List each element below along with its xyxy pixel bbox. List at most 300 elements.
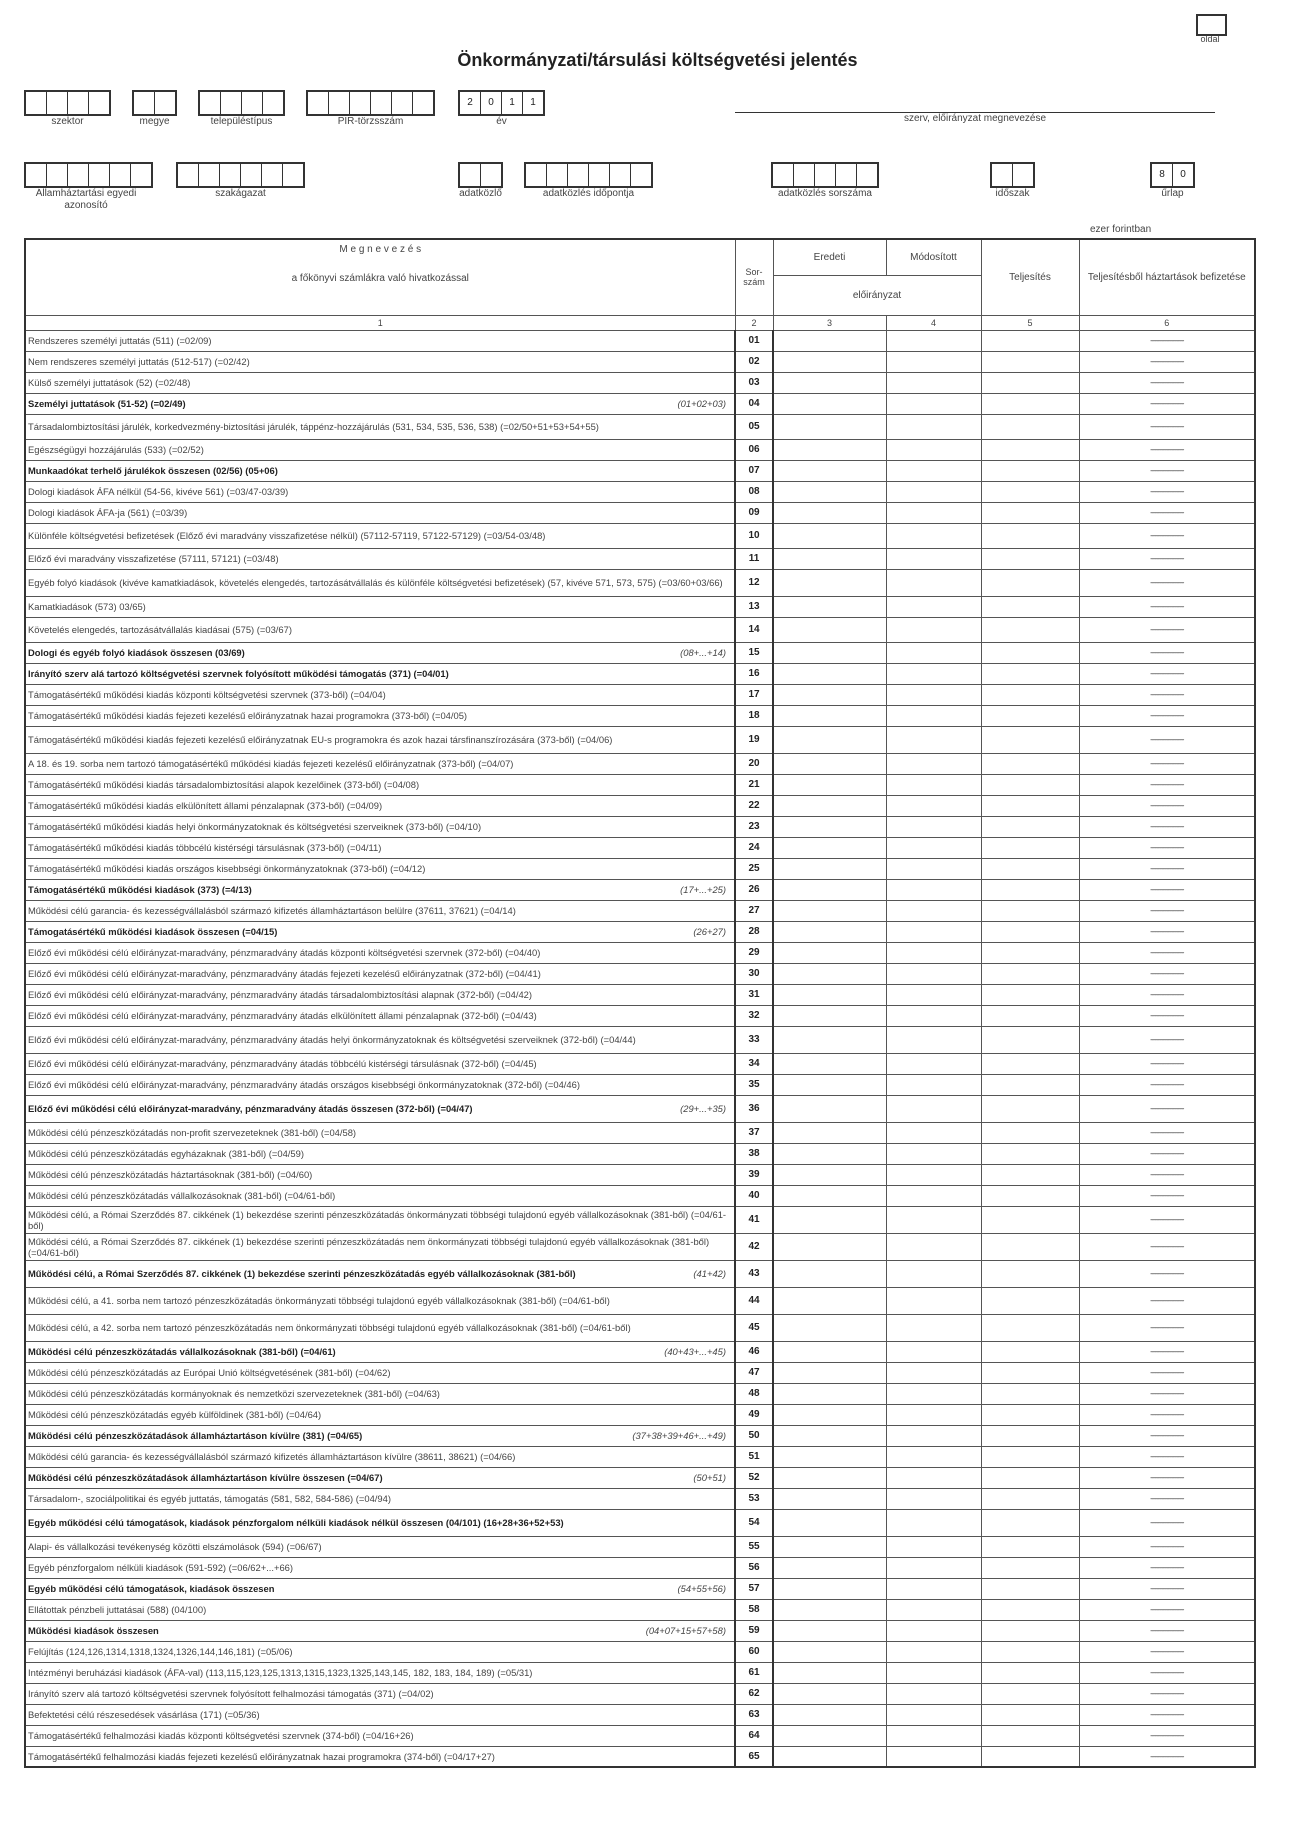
modositott-input[interactable] <box>886 1314 981 1341</box>
teljesites-input[interactable] <box>981 663 1079 684</box>
box-cell[interactable] <box>47 164 68 186</box>
teljesites-input[interactable] <box>981 414 1079 439</box>
eredeti-input[interactable] <box>773 1005 886 1026</box>
teljesites-input[interactable] <box>981 837 1079 858</box>
box-cell[interactable] <box>47 92 68 114</box>
box-cell[interactable] <box>110 164 131 186</box>
teljesites-input[interactable] <box>981 984 1079 1005</box>
box-cell[interactable] <box>68 92 89 114</box>
box-cell[interactable] <box>413 92 433 114</box>
box-cell[interactable] <box>794 164 815 186</box>
teljesites-input[interactable] <box>981 1074 1079 1095</box>
eredeti-input[interactable] <box>773 596 886 617</box>
modositott-input[interactable] <box>886 879 981 900</box>
box-cell[interactable]: 1 <box>530 97 536 108</box>
box-cell[interactable] <box>568 164 589 186</box>
box-cell[interactable] <box>241 164 262 186</box>
modositott-input[interactable] <box>886 1164 981 1185</box>
teljesites-input[interactable] <box>981 921 1079 942</box>
modositott-input[interactable] <box>886 1026 981 1053</box>
modositott-input[interactable] <box>886 523 981 548</box>
teljesites-input[interactable] <box>981 774 1079 795</box>
teljesites-input[interactable] <box>981 1683 1079 1704</box>
teljesites-input[interactable] <box>981 753 1079 774</box>
modositott-input[interactable] <box>886 596 981 617</box>
eredeti-input[interactable] <box>773 414 886 439</box>
teljesites-input[interactable] <box>981 1425 1079 1446</box>
box-cell[interactable] <box>547 164 568 186</box>
allamhaztartasi-azonosito-field[interactable] <box>24 162 153 212</box>
teljesites-input[interactable] <box>981 1005 1079 1026</box>
haztartasok-dash: -------------------- <box>1079 1446 1255 1467</box>
teljesites-input[interactable] <box>981 1260 1079 1287</box>
teljesites-input[interactable] <box>981 900 1079 921</box>
eredeti-input[interactable] <box>773 1557 886 1578</box>
ev-field[interactable] <box>458 90 545 128</box>
box-group[interactable] <box>1150 162 1195 188</box>
modositott-input[interactable] <box>886 858 981 879</box>
eredeti-input[interactable] <box>773 460 886 481</box>
modositott-input[interactable] <box>886 1620 981 1641</box>
teljesites-input[interactable] <box>981 351 1079 372</box>
table-row <box>25 1404 1255 1425</box>
eredeti-input[interactable] <box>773 1122 886 1143</box>
modositott-input[interactable] <box>886 1488 981 1509</box>
eredeti-input[interactable] <box>773 1383 886 1404</box>
eredeti-input[interactable] <box>773 705 886 726</box>
teljesites-input[interactable] <box>981 1053 1079 1074</box>
eredeti-input[interactable] <box>773 1467 886 1488</box>
eredeti-input[interactable] <box>773 548 886 569</box>
modositott-input[interactable] <box>886 795 981 816</box>
modositott-input[interactable] <box>886 1053 981 1074</box>
row-formula: (01+02+03) <box>677 398 726 409</box>
teljesites-input[interactable] <box>981 1383 1079 1404</box>
box-cell[interactable] <box>815 164 836 186</box>
box-cell[interactable] <box>134 92 155 114</box>
eredeti-input[interactable] <box>773 1425 886 1446</box>
teljesites-input[interactable] <box>981 1467 1079 1488</box>
eredeti-input[interactable] <box>773 1260 886 1287</box>
eredeti-input[interactable] <box>773 351 886 372</box>
megnevezes-title: M e g n e v e z é s <box>339 244 422 255</box>
sektor-label: szektor <box>51 116 84 127</box>
eredeti-input[interactable] <box>773 1725 886 1746</box>
box-cell[interactable] <box>526 164 547 186</box>
teljesites-input[interactable] <box>981 617 1079 642</box>
box-cell[interactable]: 0 <box>1180 169 1186 180</box>
teljesites-input[interactable] <box>981 942 1079 963</box>
row-label <box>25 1557 735 1578</box>
modositott-input[interactable] <box>886 984 981 1005</box>
modositott-input[interactable] <box>886 942 981 963</box>
teljesites-input[interactable] <box>981 1488 1079 1509</box>
eredeti-input[interactable] <box>773 393 886 414</box>
box-cell[interactable] <box>992 164 1013 186</box>
box-cell[interactable] <box>89 92 109 114</box>
modositott-input[interactable] <box>886 837 981 858</box>
eredeti-input[interactable] <box>773 1704 886 1725</box>
modositott-input[interactable] <box>886 1185 981 1206</box>
modositott-input[interactable] <box>886 1233 981 1260</box>
box-cell[interactable] <box>242 92 263 114</box>
eredeti-input[interactable] <box>773 372 886 393</box>
modositott-input[interactable] <box>886 414 981 439</box>
box-cell[interactable] <box>589 164 610 186</box>
box-cell[interactable] <box>481 164 501 186</box>
modositott-input[interactable] <box>886 569 981 596</box>
box-group[interactable] <box>458 90 545 116</box>
modositott-input[interactable] <box>886 330 981 351</box>
modositott-input[interactable] <box>886 963 981 984</box>
eredeti-input[interactable] <box>773 1143 886 1164</box>
box-cell[interactable] <box>283 164 303 186</box>
modositott-input[interactable] <box>886 1143 981 1164</box>
box-group[interactable] <box>458 162 503 188</box>
box-cell[interactable] <box>26 92 47 114</box>
teljesites-input[interactable] <box>981 1185 1079 1206</box>
eredeti-input[interactable] <box>773 439 886 460</box>
teljesites-input[interactable] <box>981 684 1079 705</box>
adatkozles-sorszama-field[interactable] <box>771 162 879 200</box>
teljesites-input[interactable] <box>981 569 1079 596</box>
teljesites-input[interactable] <box>981 1641 1079 1662</box>
eredeti-input[interactable] <box>773 1164 886 1185</box>
eredeti-input[interactable] <box>773 984 886 1005</box>
eredeti-input[interactable] <box>773 1446 886 1467</box>
teljesites-input[interactable] <box>981 1446 1079 1467</box>
eredeti-input[interactable] <box>773 617 886 642</box>
eredeti-input[interactable] <box>773 481 886 502</box>
col-number: 2 <box>735 315 773 330</box>
eredeti-input[interactable] <box>773 1641 886 1662</box>
eredeti-input[interactable] <box>773 569 886 596</box>
modositott-input[interactable] <box>886 816 981 837</box>
eredeti-input[interactable] <box>773 1404 886 1425</box>
box-cell[interactable] <box>460 164 481 186</box>
teljesites-input[interactable] <box>981 1662 1079 1683</box>
row-number: 60 <box>735 1641 773 1662</box>
modositott-input[interactable] <box>886 684 981 705</box>
eredeti-input[interactable] <box>773 1362 886 1383</box>
eredeti-input[interactable] <box>773 726 886 753</box>
box-cell[interactable] <box>178 164 199 186</box>
table-row <box>25 393 1255 414</box>
teljesites-input[interactable] <box>981 393 1079 414</box>
teljesites-input[interactable] <box>981 1122 1079 1143</box>
teljesites-input[interactable] <box>981 1557 1079 1578</box>
eredeti-input[interactable] <box>773 502 886 523</box>
teljesites-input[interactable] <box>981 548 1079 569</box>
modositott-input[interactable] <box>886 439 981 460</box>
box-cell[interactable]: 1 <box>502 92 523 114</box>
teljesites-input[interactable] <box>981 1620 1079 1641</box>
box-cell[interactable] <box>392 92 413 114</box>
table-row <box>25 684 1255 705</box>
teljesites-input[interactable] <box>981 460 1079 481</box>
teljesites-input[interactable] <box>981 1314 1079 1341</box>
row-number: 32 <box>735 1005 773 1026</box>
modositott-input[interactable] <box>886 1578 981 1599</box>
teljesites-input[interactable] <box>981 596 1079 617</box>
modositott-input[interactable] <box>886 1467 981 1488</box>
modositott-input[interactable] <box>886 1683 981 1704</box>
urlap-field[interactable] <box>1150 162 1195 200</box>
teljesites-input[interactable] <box>981 1206 1079 1233</box>
teljesites-input[interactable] <box>981 1578 1079 1599</box>
box-cell[interactable] <box>68 164 89 186</box>
modositott-input[interactable] <box>886 642 981 663</box>
table-row <box>25 372 1255 393</box>
row-number: 23 <box>735 816 773 837</box>
box-cell[interactable] <box>262 164 283 186</box>
eredeti-input[interactable] <box>773 900 886 921</box>
teljesites-input[interactable] <box>981 372 1079 393</box>
table-row <box>25 569 1255 596</box>
modositott-input[interactable] <box>886 774 981 795</box>
modositott-input[interactable] <box>886 900 981 921</box>
modositott-input[interactable] <box>886 1704 981 1725</box>
box-group[interactable] <box>24 162 153 188</box>
telepulestipus-field[interactable] <box>198 90 285 128</box>
modositott-input[interactable] <box>886 1005 981 1026</box>
eredeti-input[interactable] <box>773 942 886 963</box>
modositott-input[interactable] <box>886 726 981 753</box>
box-cell[interactable] <box>308 92 329 114</box>
modositott-input[interactable] <box>886 1362 981 1383</box>
szakagazat-label: szakágazat <box>215 188 266 199</box>
eredeti-input[interactable] <box>773 1746 886 1767</box>
teljesites-input[interactable] <box>981 1746 1079 1767</box>
teljesites-input[interactable] <box>981 502 1079 523</box>
box-cell[interactable]: 0 <box>481 92 502 114</box>
teljesites-input[interactable] <box>981 1725 1079 1746</box>
box-cell[interactable] <box>220 164 241 186</box>
eredeti-input[interactable] <box>773 858 886 879</box>
box-group[interactable] <box>24 90 111 116</box>
modositott-input[interactable] <box>886 1206 981 1233</box>
eredeti-input[interactable] <box>773 816 886 837</box>
pir-field[interactable] <box>306 90 435 128</box>
modositott-input[interactable] <box>886 1599 981 1620</box>
modositott-input[interactable] <box>886 460 981 481</box>
teljesites-input[interactable] <box>981 1095 1079 1122</box>
teljesites-input[interactable] <box>981 963 1079 984</box>
eredeti-input[interactable] <box>773 1683 886 1704</box>
box-group[interactable] <box>198 90 285 116</box>
modositott-input[interactable] <box>886 753 981 774</box>
eredeti-input[interactable] <box>773 753 886 774</box>
row-label <box>25 1425 735 1446</box>
eredeti-input[interactable] <box>773 837 886 858</box>
box-group[interactable] <box>176 162 305 188</box>
box-cell[interactable] <box>631 164 651 186</box>
table-row <box>25 1557 1255 1578</box>
teljesites-input[interactable] <box>981 1704 1079 1725</box>
row-number: 22 <box>735 795 773 816</box>
eredeti-input[interactable] <box>773 330 886 351</box>
eredeti-input[interactable] <box>773 1206 886 1233</box>
modositott-input[interactable] <box>886 393 981 414</box>
teljesites-input[interactable] <box>981 1287 1079 1314</box>
teljesites-input[interactable] <box>981 1164 1079 1185</box>
modositott-input[interactable] <box>886 663 981 684</box>
teljesites-input[interactable] <box>981 481 1079 502</box>
row-number: 56 <box>735 1557 773 1578</box>
teljesites-input[interactable] <box>981 858 1079 879</box>
box-cell[interactable] <box>263 92 283 114</box>
row-formula: (17+...+25) <box>680 884 726 895</box>
teljesites-input[interactable] <box>981 1143 1079 1164</box>
eredeti-input[interactable] <box>773 1026 886 1053</box>
modositott-input[interactable] <box>886 372 981 393</box>
modositott-input[interactable] <box>886 1074 981 1095</box>
teljesites-input[interactable] <box>981 1341 1079 1362</box>
modositott-input[interactable] <box>886 705 981 726</box>
eredeti-input[interactable] <box>773 663 886 684</box>
box-cell[interactable] <box>857 164 877 186</box>
eredeti-input[interactable] <box>773 1095 886 1122</box>
eredeti-input[interactable] <box>773 1509 886 1536</box>
eredeti-input[interactable] <box>773 774 886 795</box>
box-cell[interactable] <box>199 164 220 186</box>
teljesites-input[interactable] <box>981 879 1079 900</box>
eredeti-input[interactable] <box>773 1488 886 1509</box>
box-cell[interactable] <box>155 92 175 114</box>
box-cell[interactable] <box>221 92 242 114</box>
eredeti-input[interactable] <box>773 1341 886 1362</box>
modositott-input[interactable] <box>886 351 981 372</box>
modositott-input[interactable] <box>886 1425 981 1446</box>
teljesites-input[interactable] <box>981 642 1079 663</box>
box-cell[interactable] <box>350 92 371 114</box>
megye-field[interactable] <box>132 90 177 128</box>
teljesites-input[interactable] <box>981 1536 1079 1557</box>
box-cell[interactable] <box>610 164 631 186</box>
modositott-input[interactable] <box>886 1404 981 1425</box>
eredeti-input[interactable] <box>773 1074 886 1095</box>
teljesites-input[interactable] <box>981 705 1079 726</box>
modositott-input[interactable] <box>886 1536 981 1557</box>
modositott-input[interactable] <box>886 502 981 523</box>
eredeti-input[interactable] <box>773 1185 886 1206</box>
box-cell[interactable] <box>200 92 221 114</box>
modositott-input[interactable] <box>886 1383 981 1404</box>
teljesites-input[interactable] <box>981 726 1079 753</box>
modositott-input[interactable] <box>886 1509 981 1536</box>
row-label <box>25 1143 735 1164</box>
box-cell[interactable] <box>1013 164 1033 186</box>
eredeti-input[interactable] <box>773 1599 886 1620</box>
idoszak-field[interactable] <box>990 162 1035 200</box>
eredeti-input[interactable] <box>773 1536 886 1557</box>
box-group[interactable] <box>132 90 177 116</box>
box-group[interactable] <box>990 162 1035 188</box>
box-cell[interactable] <box>329 92 350 114</box>
box-cell[interactable] <box>773 164 794 186</box>
teljesites-input[interactable] <box>981 439 1079 460</box>
modositott-input[interactable] <box>886 1341 981 1362</box>
box-cell[interactable] <box>26 164 47 186</box>
eredeti-input[interactable] <box>773 1578 886 1599</box>
modositott-input[interactable] <box>886 1260 981 1287</box>
modositott-input[interactable] <box>886 1641 981 1662</box>
row-label <box>25 753 735 774</box>
table-row <box>25 1641 1255 1662</box>
modositott-input[interactable] <box>886 1725 981 1746</box>
modositott-input[interactable] <box>886 481 981 502</box>
adatkozlo-field[interactable] <box>458 162 503 200</box>
box-cell[interactable]: 8 <box>1152 164 1173 186</box>
adatkozles-idopontja-field[interactable] <box>524 162 653 200</box>
teljesites-input[interactable] <box>981 816 1079 837</box>
eredeti-input[interactable] <box>773 1662 886 1683</box>
eredeti-input[interactable] <box>773 1053 886 1074</box>
teljesites-input[interactable] <box>981 795 1079 816</box>
modositott-input[interactable] <box>886 1122 981 1143</box>
modositott-input[interactable] <box>886 617 981 642</box>
teljesites-input[interactable] <box>981 1362 1079 1383</box>
teljesites-input[interactable] <box>981 523 1079 548</box>
szerv-field[interactable] <box>735 90 1215 125</box>
szakagazat-field[interactable] <box>176 162 305 200</box>
box-group[interactable] <box>771 162 879 188</box>
teljesites-input[interactable] <box>981 1509 1079 1536</box>
page-number-box[interactable] <box>1196 14 1227 36</box>
row-number: 38 <box>735 1143 773 1164</box>
modositott-input[interactable] <box>886 548 981 569</box>
eredeti-input[interactable] <box>773 684 886 705</box>
box-cell[interactable]: 2 <box>460 92 481 114</box>
eredeti-input[interactable] <box>773 921 886 942</box>
eredeti-input[interactable] <box>773 1287 886 1314</box>
eredeti-input[interactable] <box>773 1620 886 1641</box>
table-row <box>25 1341 1255 1362</box>
modositott-input[interactable] <box>886 921 981 942</box>
teljesites-input[interactable] <box>981 1026 1079 1053</box>
col-number: 6 <box>1079 315 1255 330</box>
modositott-input[interactable] <box>886 1662 981 1683</box>
modositott-input[interactable] <box>886 1557 981 1578</box>
eredeti-input[interactable] <box>773 1233 886 1260</box>
modositott-input[interactable] <box>886 1446 981 1467</box>
box-cell[interactable] <box>131 164 151 186</box>
box-cell[interactable] <box>836 164 857 186</box>
box-group[interactable] <box>306 90 435 116</box>
eredeti-input[interactable] <box>773 642 886 663</box>
eredeti-input[interactable] <box>773 1314 886 1341</box>
modositott-input[interactable] <box>886 1287 981 1314</box>
teljesites-input[interactable] <box>981 1599 1079 1620</box>
row-number: 45 <box>735 1314 773 1341</box>
modositott-input[interactable] <box>886 1095 981 1122</box>
table-row <box>25 1053 1255 1074</box>
box-group[interactable] <box>524 162 653 188</box>
haztartasok-dash: -------------------- <box>1079 753 1255 774</box>
eredeti-input[interactable] <box>773 523 886 548</box>
teljesites-input[interactable] <box>981 330 1079 351</box>
row-number: 59 <box>735 1620 773 1641</box>
sektor-field[interactable] <box>24 90 111 128</box>
teljesites-input[interactable] <box>981 1404 1079 1425</box>
modositott-input[interactable] <box>886 1746 981 1767</box>
eredeti-input[interactable] <box>773 963 886 984</box>
box-cell[interactable] <box>371 92 392 114</box>
teljesites-input[interactable] <box>981 1233 1079 1260</box>
eredeti-input[interactable] <box>773 879 886 900</box>
box-cell[interactable] <box>89 164 110 186</box>
eredeti-input[interactable] <box>773 795 886 816</box>
